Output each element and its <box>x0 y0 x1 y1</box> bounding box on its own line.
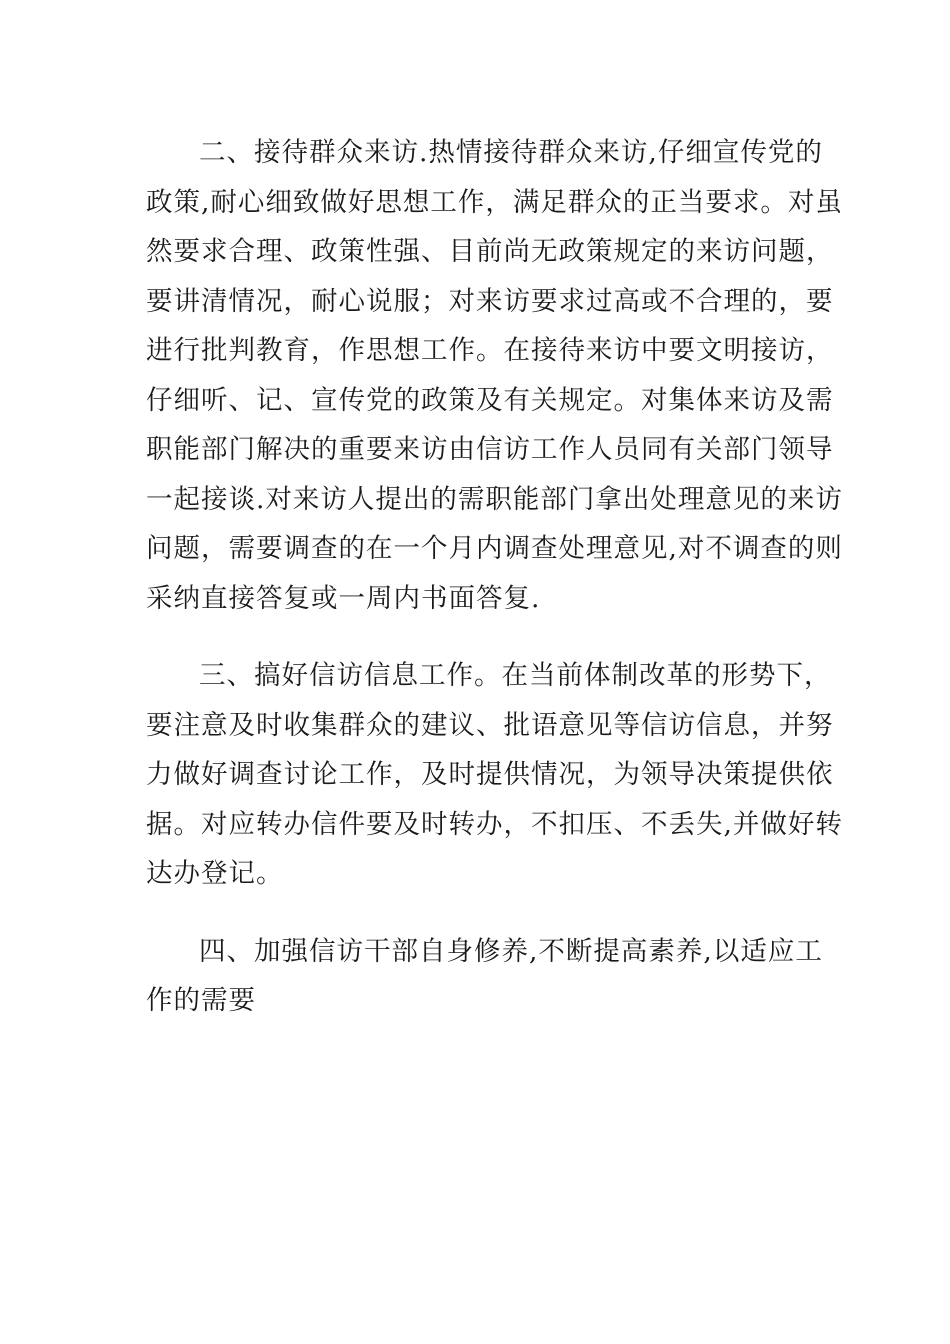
text-line: 进行批判教育，作思想工作。在接待来访中要文明接访， <box>146 335 834 366</box>
text-line: 二、接待群众来访.热情接待群众来访,仔细宣传党的 <box>199 137 823 168</box>
text-line: 要讲清情况，耐心说服；对来访要求过高或不合理的，要 <box>146 285 834 317</box>
text-line: 问题，需要调查的在一个月内调查处理意见,对不调查的则 <box>146 533 843 564</box>
text-line: 达办登记。 <box>146 858 284 889</box>
paragraph-reception <box>146 128 843 623</box>
text-line: 力做好调查讨论工作，及时提供情况，为领导决策提供依 <box>146 759 834 790</box>
paragraph-cultivation <box>146 927 823 1026</box>
text-line: 然要求合理、政策性强、目前尚无政策规定的来访问题， <box>146 236 834 267</box>
document-body <box>146 128 843 1054</box>
text-line: 三、搞好信访信息工作。在当前体制改革的形势下， <box>199 660 832 691</box>
text-line: 要注意及时收集群众的建议、批语意见等信访信息，并努 <box>146 709 834 741</box>
text-line: 政策,耐心细致做好思想工作，满足群众的正当要求。对虽 <box>146 186 843 218</box>
text-line: 据。对应转办信件要及时转办，不扣压、不丢失,并做好转 <box>146 808 843 840</box>
text-line: 职能部门解决的重要来访由信访工作人员同有关部门领导 <box>146 434 834 465</box>
text-line: 一起接谈.对来访人提出的需职能部门拿出处理意见的来访 <box>146 483 843 515</box>
text-line: 四、加强信访干部自身修养,不断提高素养,以适应工 <box>199 935 823 967</box>
text-line: 作的需要 <box>146 985 256 1016</box>
text-line: 采纳直接答复或一周内书面答复. <box>146 582 541 614</box>
paragraph-information <box>146 651 843 899</box>
text-line: 仔细听、记、宣传党的政策及有关规定。对集体来访及需 <box>146 384 834 416</box>
